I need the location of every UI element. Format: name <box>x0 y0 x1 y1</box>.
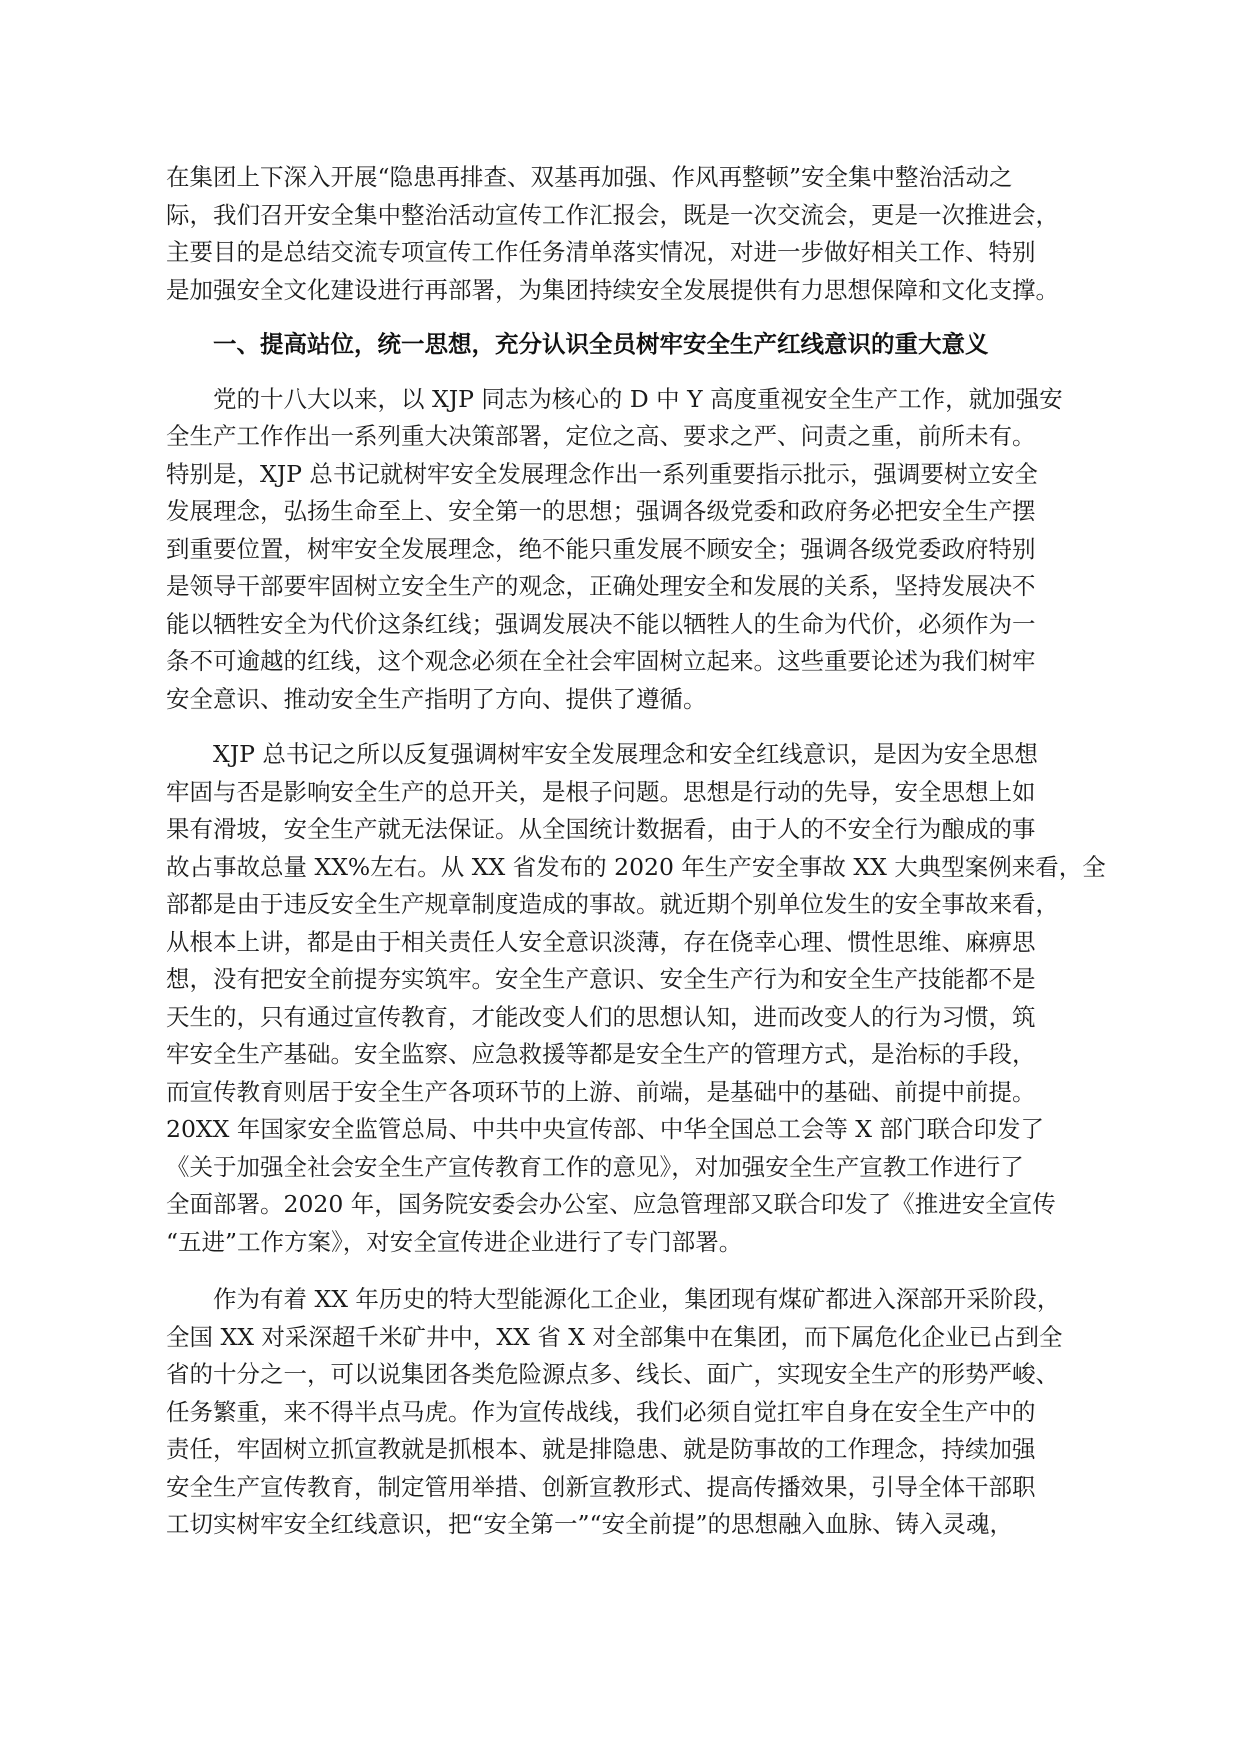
text-line: 到重要位置，树牢安全发展理念，绝不能只重发展不顾安全；强调各级党委政府特别 <box>166 534 1036 563</box>
text-line: 故占事故总量 XX%左右。从 XX 省发布的 2020 年生产安全事故 XX 大典型案例来看，全 <box>166 852 1106 881</box>
text-line: 党的十八大以来，以 XJP 同志为核心的 D 中 Y 高度重视安全生产工作，就加强安 <box>166 384 1063 413</box>
text-line: 从根本上讲，都是由于相关责任人安全意识淡薄，存在侥幸心理、惯性思维、麻痹思 <box>166 927 1036 956</box>
text-line: 工切实树牢安全红线意识，把“安全第一”“安全前提”的思想融入血脉、铸入灵魂， <box>166 1510 1014 1538</box>
text-line: 特别是，XJP 总书记就树牢安全发展理念作出一系列重要指示批示，强调要树立安全 <box>166 459 1038 488</box>
text-line: 主要目的是总结交流专项宣传工作任务清单落实情况，对进一步做好相关工作、特别 <box>166 238 1036 266</box>
paragraph-3 <box>166 1281 1240 1544</box>
text-line: 条不可逾越的红线，这个观念必须在全社会牢固树立起来。这些重要论述为我们树牢 <box>166 647 1036 675</box>
paragraph-1 <box>166 381 1240 719</box>
text-line: 能以牺牲安全为代价这条红线；强调发展决不能以牺牲人的生命为代价，必须作为一 <box>166 609 1036 638</box>
text-line: 牢固与否是影响安全生产的总开关，是根子问题。思想是行动的先导，安全思想上如 <box>166 777 1036 806</box>
text-line: 责任，牢固树立抓宣教就是抓根本、就是排隐患、就是防事故的工作理念，持续加强 <box>166 1435 1036 1463</box>
text-line: “五进”工作方案》，对安全宣传进企业进行了专门部署。 <box>166 1227 743 1256</box>
text-line: 安全生产宣传教育，制定管用举措、创新宣教形式、提高传播效果，引导全体干部职 <box>166 1472 1036 1501</box>
text-line: 任务繁重，来不得半点马虎。作为宣传战线，我们必须自觉扛牢自身在安全生产中的 <box>166 1397 1036 1426</box>
text-line: 天生的，只有通过宣传教育，才能改变人们的思想认知，进而改变人的行为习惯，筑 <box>166 1002 1036 1031</box>
text-line: 果有滑坡，安全生产就无法保证。从全国统计数据看，由于人的不安全行为酿成的事 <box>166 815 1036 843</box>
text-line: 20XX 年国家安全监管总局、中共中央宣传部、中华全国总工会等 X 部门联合印发了 <box>166 1115 1045 1143</box>
text-line: 想，没有把安全前提夯实筑牢。安全生产意识、安全生产行为和安全生产技能都不是 <box>166 965 1036 993</box>
section-heading <box>166 326 1240 364</box>
text-line: 作为有着 XX 年历史的特大型能源化工企业，集团现有煤矿都进入深部开采阶段， <box>166 1285 1061 1313</box>
text-line: 《关于加强全社会安全生产宣传教育工作的意见》，对加强安全生产宣教工作进行了 <box>166 1152 1024 1181</box>
text-line: 发展理念，弘扬生命至上、安全第一的思想；强调各级党委和政府务必把安全生产摆 <box>166 497 1036 525</box>
heading-line: 一、提高站位，统一思想，充分认识全员树牢安全生产红线意识的重大意义 <box>166 330 989 358</box>
text-line: 是加强安全文化建设进行再部署，为集团持续安全发展提供有力思想保障和文化支撑。 <box>166 275 1059 304</box>
text-line: 际，我们召开安全集中整治活动宣传工作汇报会，既是一次交流会，更是一次推进会， <box>166 200 1059 229</box>
text-line: 牢安全生产基础。安全监察、应急救援等都是安全生产的管理方式，是治标的手段， <box>166 1040 1036 1068</box>
spacer <box>166 1261 1240 1281</box>
text-line: 全国 XX 对采深超千米矿井中，XX 省 X 对全部集中在集团，而下属危化企业已占到全 <box>166 1322 1063 1351</box>
spacer <box>166 364 1240 381</box>
paragraph-2 <box>166 736 1240 1261</box>
text-line: 全面部署。2020 年，国务院安委会办公室、应急管理部又联合印发了《推进安全宣传 <box>166 1190 1056 1218</box>
text-line: 安全意识、推动安全生产指明了方向、提供了遵循。 <box>166 684 707 713</box>
text-line: 全生产工作作出一系列重大决策部署，定位之高、要求之严、问责之重，前所未有。 <box>166 422 1036 450</box>
text-line: XJP 总书记之所以反复强调树牢安全发展理念和安全红线意识，是因为安全思想 <box>166 740 1038 768</box>
text-line: 而宣传教育则居于安全生产各项环节的上游、前端，是基础中的基础、前提中前提。 <box>166 1077 1036 1106</box>
text-line: 是领导干部要牢固树立安全生产的观念，正确处理安全和发展的关系，坚持发展决不 <box>166 572 1036 600</box>
text-line: 省的十分之一，可以说集团各类危险源点多、线长、面广，实现安全生产的形势严峻、 <box>166 1360 1059 1388</box>
spacer <box>166 718 1240 736</box>
text-line: 在集团上下深入开展“隐患再排查、双基再加强、作风再整顿”安全集中整治活动之 <box>166 163 1013 191</box>
spacer <box>166 309 1240 326</box>
text-line: 部都是由于违反安全生产规章制度造成的事故。就近期个别单位发生的安全事故来看， <box>166 890 1059 918</box>
intro-paragraph <box>166 159 1240 309</box>
document-body <box>166 159 1240 1544</box>
